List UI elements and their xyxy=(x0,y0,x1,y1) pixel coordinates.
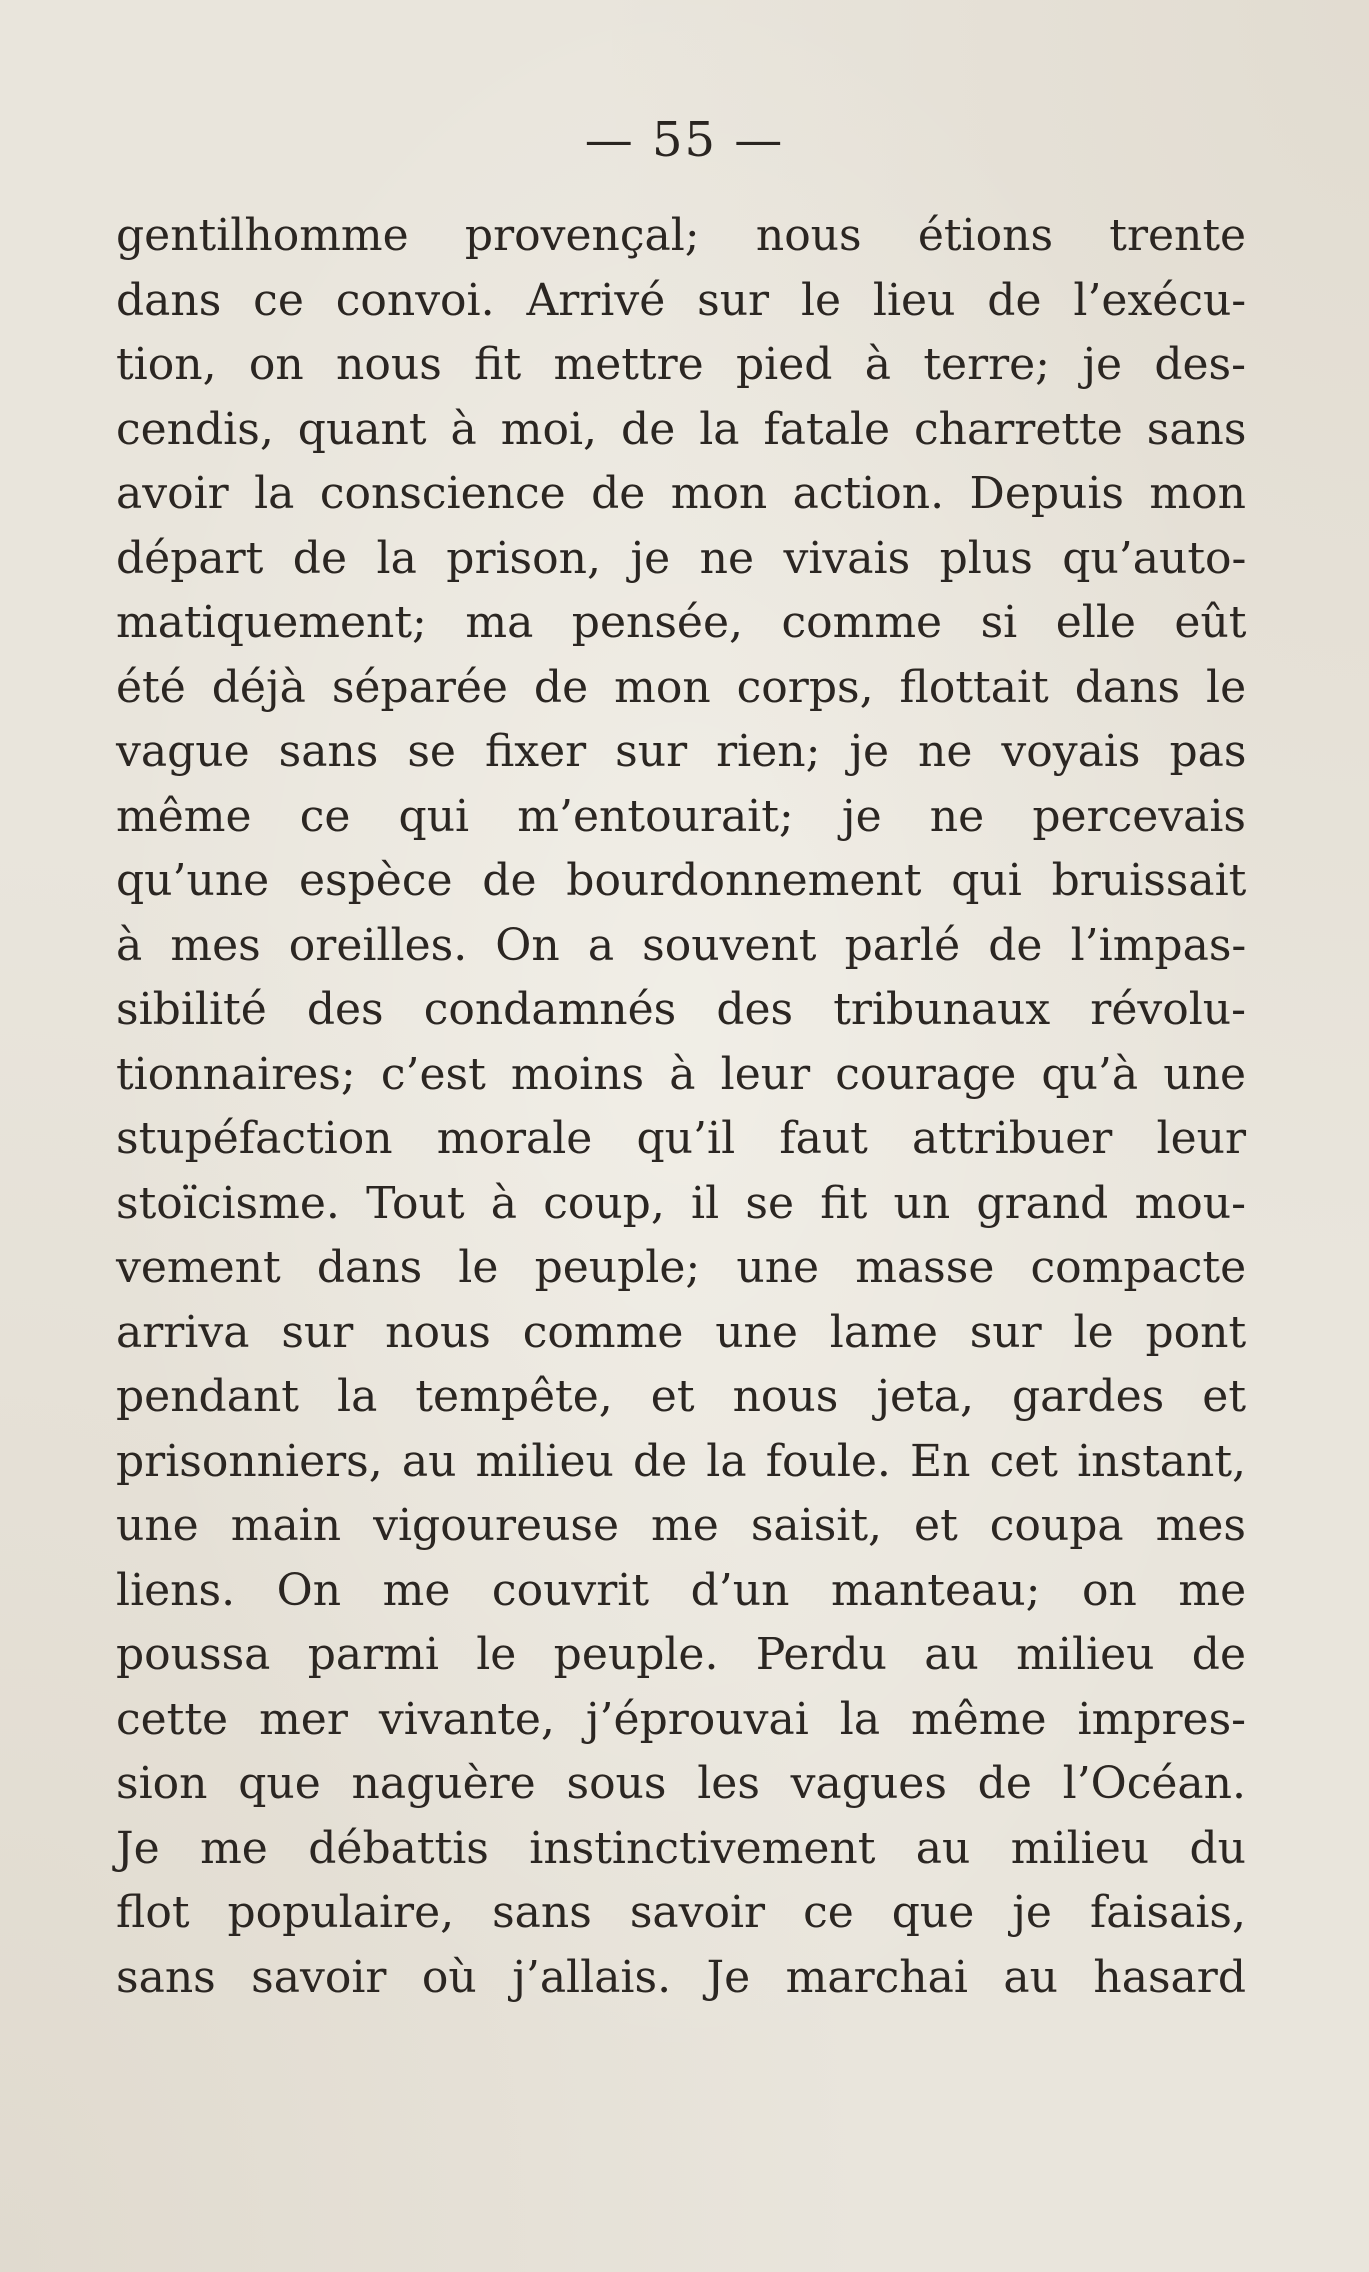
text-line: liens. On me couvrit d’un manteau; on me xyxy=(116,1564,1247,1616)
text-line: flot populaire, sans savoir ce que je faisais, xyxy=(116,1887,1246,1938)
text-line: arriva sur nous comme une lame sur le pont xyxy=(116,1306,1247,1358)
text-line: départ de la prison, je ne vivais plus qu’auto- xyxy=(116,532,1247,584)
text-line: une main vigoureuse me saisit, et coupa mes xyxy=(116,1500,1246,1551)
text-line: poussa parmi le peuple. Perdu au milieu de xyxy=(116,1629,1246,1680)
text-line: cendis, quant à moi, de la fatale charrette sans xyxy=(116,403,1247,455)
text-line: dans ce convoi. Arrivé sur le lieu de l’exécu- xyxy=(116,274,1247,326)
text-line: pendant la tempête, et nous jeta, gardes et xyxy=(116,1371,1246,1422)
text-line: gentilhomme provençal; nous étions trente xyxy=(116,210,1247,261)
text-line: été déjà séparée de mon corps, flottait dans le xyxy=(116,661,1247,713)
text-line: sion que naguère sous les vagues de l’Océan. xyxy=(116,1758,1246,1809)
text-line: tion, on nous fit mettre pied à terre; je des- xyxy=(116,339,1246,390)
text-line: qu’une espèce de bourdonnement qui bruissait xyxy=(116,855,1247,906)
text-line: prisonniers, au milieu de la foule. En cet instant, xyxy=(116,1435,1246,1487)
text-line: vement dans le peuple; une masse compacte xyxy=(116,1242,1247,1293)
text-line: sibilité des condamnés des tribunaux révolu- xyxy=(116,984,1246,1035)
body-text xyxy=(116,204,1246,2010)
page-number: — 55 — xyxy=(584,112,785,168)
text-line: cette mer vivante, j’éprouvai la même impres- xyxy=(116,1693,1247,1745)
text-line: tionnaires; c’est moins à leur courage qu’à une xyxy=(116,1048,1246,1100)
text-line: sans savoir où j’allais. Je marchai au hasard xyxy=(116,1951,1246,2003)
text-line: à mes oreilles. On a souvent parlé de l’impas- xyxy=(116,919,1247,971)
text-line: matiquement; ma pensée, comme si elle eût xyxy=(116,597,1247,648)
text-line: vague sans se fixer sur rien; je ne voyais pas xyxy=(116,726,1247,777)
text-line: stupéfaction morale qu’il faut attribuer leur xyxy=(116,1113,1246,1164)
text-line: stoïcisme. Tout à coup, il se fit un grand mou- xyxy=(116,1177,1246,1229)
text-line: Je me débattis instinctivement au milieu du xyxy=(116,1822,1246,1874)
text-line: même ce qui m’entourait; je ne percevais xyxy=(116,790,1246,842)
text-line: avoir la conscience de mon action. Depuis mon xyxy=(116,468,1246,519)
